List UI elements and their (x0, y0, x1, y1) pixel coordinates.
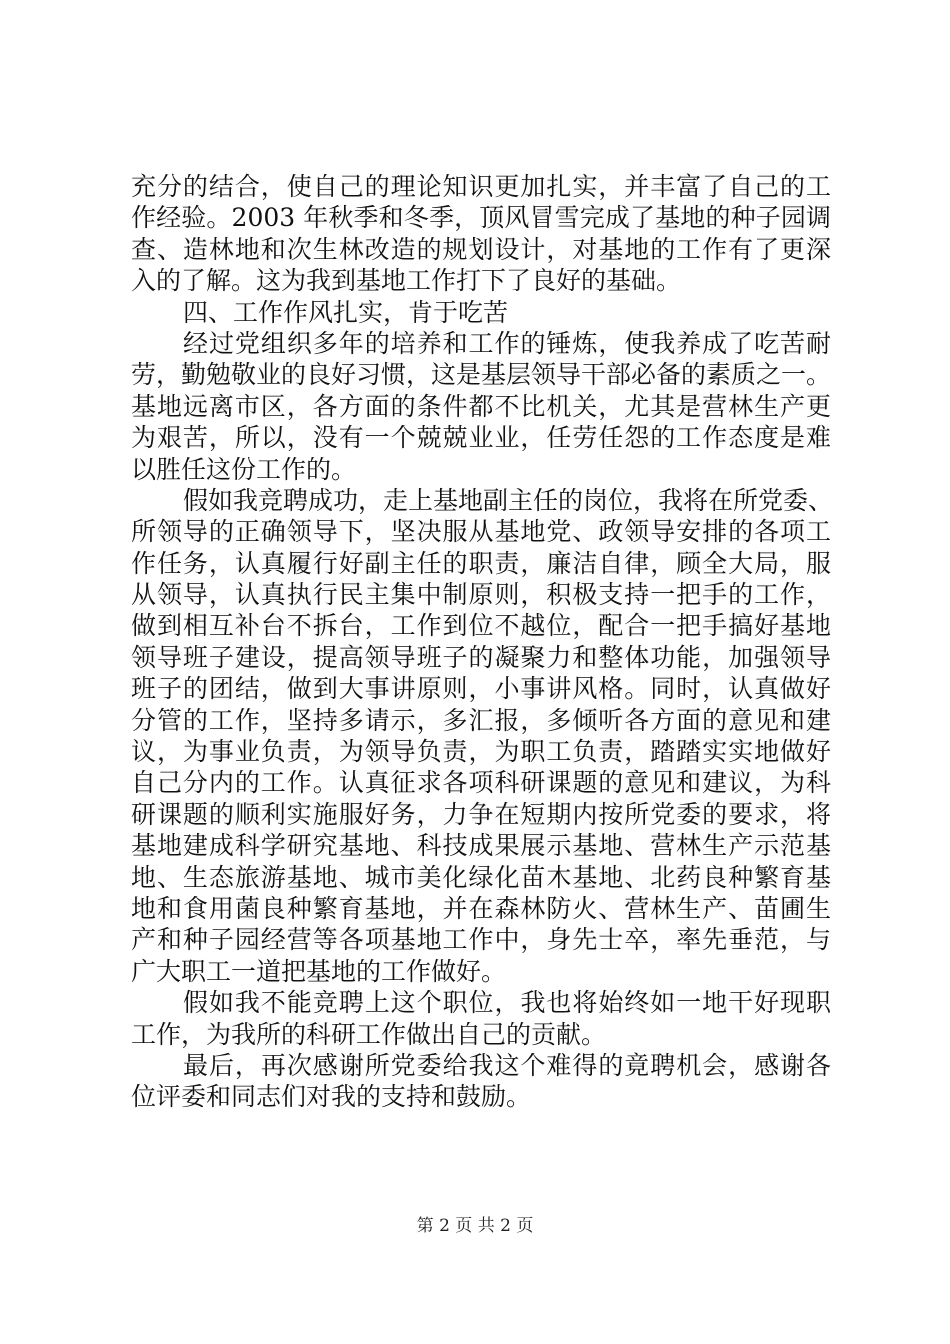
text-line: 充分的结合，使自己的理论知识更加扎实，并丰富了自己的工 (131, 172, 831, 201)
text-line: 工作，为我所的科研工作做出自己的贡献。 (131, 1019, 607, 1049)
text-line: 做到相互补台不拆台，工作到位不越位，配合一把手搞好基地 (131, 611, 831, 641)
page-footer: 第 2 页 共 2 页 (416, 1216, 534, 1236)
document-body (131, 171, 834, 1113)
text-line: 地、生态旅游基地、城市美化绿化苗木基地、北药良种繁育基 (131, 862, 831, 892)
text-line: 分管的工作，坚持多请示，多汇报，多倾听各方面的意见和建 (131, 705, 831, 735)
text-line: 最后，再次感谢所党委给我这个难得的竟聘机会，感谢各 (183, 1050, 831, 1080)
text-line: 假如我竞聘成功，走上基地副主任的岗位，我将在所党委、 (183, 485, 834, 515)
text-line: 基地远离市区，各方面的条件都不比机关，尤其是营林生产更 (131, 391, 831, 421)
text-line: 假如我不能竞聘上这个职位，我也将始终如一地干好现职 (183, 988, 831, 1018)
text-line: 作任务，认真履行好副主任的职责，廉洁自律，顾全大局，服 (131, 548, 831, 578)
text-line: 劳，勤勉敬业的良好习惯，这是基层领导干部必备的素质之一。 (131, 360, 832, 390)
text-line: 经过党组织多年的培养和工作的锤炼，使我养成了吃苦耐 (183, 328, 831, 358)
text-line: 入的了解。这为我到基地工作打下了良好的基础。 (131, 266, 682, 296)
text-line: 所领导的正确领导下，坚决服从基地党、政领导安排的各项工 (131, 517, 831, 547)
text-line: 为艰苦，所以，没有一个兢兢业业，任劳任怨的工作态度是难 (131, 423, 831, 453)
text-line: 议，为事业负责，为领导负责，为职工负责，踏踏实实地做好 (131, 737, 831, 767)
text-line: 基地建成科学研究基地、科技成果展示基地、营林生产示范基 (131, 831, 831, 861)
text-line: 自己分内的工作。认真征求各项科研课题的意见和建议，为科 (131, 768, 831, 798)
text-line: 领导班子建设，提高领导班子的凝聚力和整体功能，加强领导 (131, 642, 831, 672)
text-line: 四、工作作风扎实，肯于吃苦 (183, 297, 509, 327)
text-line: 地和食用菌良种繁育基地，并在森林防火、营林生产、苗圃生 (131, 893, 831, 923)
text-line: 位评委和同志们对我的支持和鼓励。 (131, 1082, 532, 1112)
text-line: 产和种子园经营等各项基地工作中，身先士卒，率先垂范，与 (131, 925, 831, 955)
text-line: 作经验。2003 年秋季和冬季，顶风冒雪完成了基地的种子园调 (131, 203, 831, 233)
text-line: 以胜任这份工作的。 (131, 454, 357, 484)
text-line: 广大职工一道把基地的工作做好。 (131, 956, 507, 986)
text-line: 查、造林地和次生林改造的规划设计，对基地的工作有了更深 (131, 234, 831, 264)
text-line: 班子的团结，做到大事讲原则，小事讲风格。同时，认真做好 (131, 674, 831, 704)
text-line: 从领导，认真执行民主集中制原则，积极支持一把手的工作， (131, 580, 831, 610)
text-line: 研课题的顺利实施服好务，力争在短期内按所党委的要求，将 (131, 799, 831, 829)
